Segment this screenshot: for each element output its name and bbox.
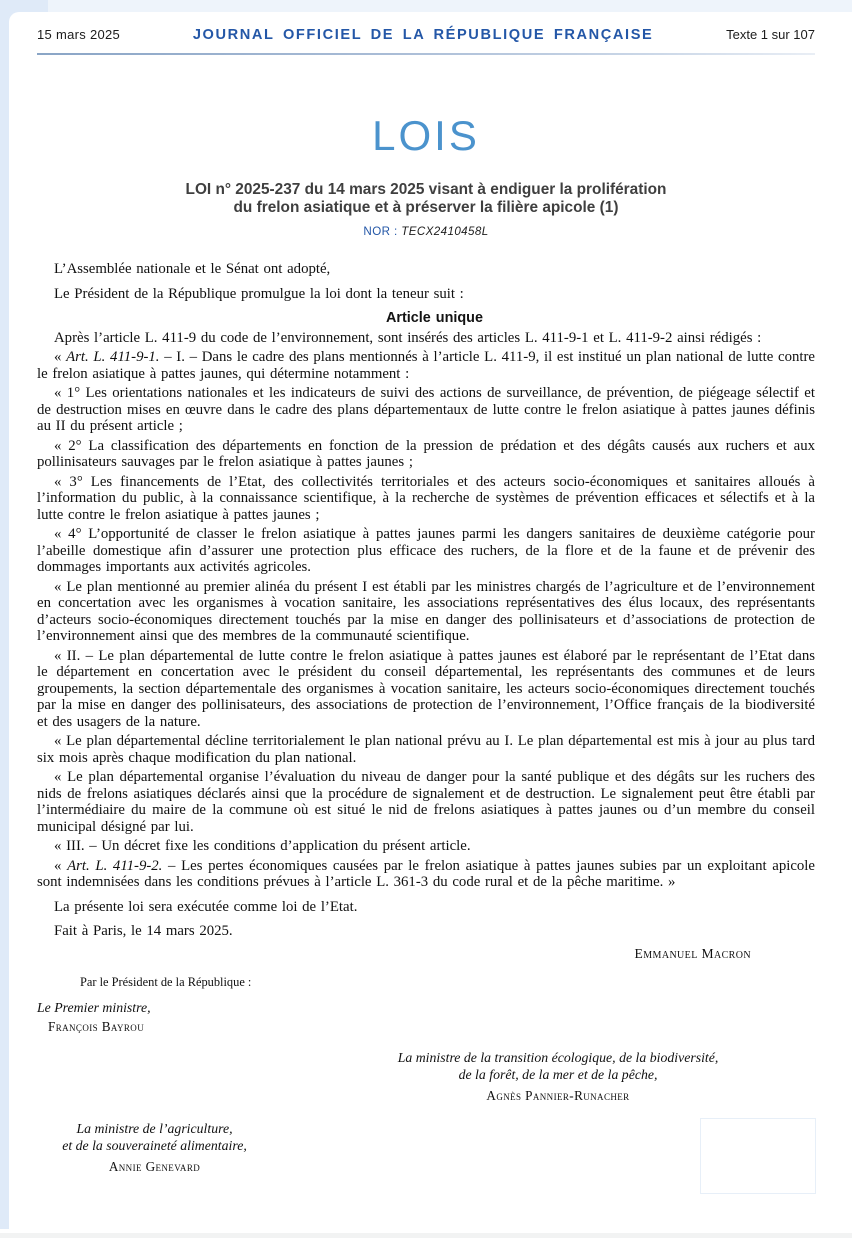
law-body [37,261,815,940]
paragraph: « Art. L. 411-9-2. – Les pertes économiques causées par le frelon asiatique à pattes jaunes subies par un exploitant apicole sont indemnisées dans les conditions prévues à l’article L. 361-3 du code rural et de la pêche maritime. » [37,857,815,890]
law-title [37,181,815,216]
texte-number: Texte 1 sur 107 [726,27,815,42]
agriculture-minister-title-line1: La ministre de l’agriculture, [76,1120,233,1136]
nor-label: NOR : [363,225,398,238]
header-rule [37,53,815,55]
law-title-line1: LOI n° 2025-237 du 14 mars 2025 visant à endiguer la prolifération [185,181,667,198]
paragraph: « III. – Un décret fixe les conditions d’application du présent article. [54,838,471,854]
journal-title: JOURNAL OFFICIEL DE LA RÉPUBLIQUE FRANÇAISE [192,27,654,43]
section-title: LOIS [372,112,480,159]
president-name: Emmanuel Macron [634,945,751,961]
paragraph: « 1° Les orientations nationales et les indicateurs de suivi des actions de surveillance, de prévention, de piégeage sélectif et de destruction mises en œuvre dans le cadre des plans départementaux de lutte contre le frelon asiatique à pattes jaunes définis au II du présent article ; [37,385,815,434]
paragraph: « 3° Les financements de l’Etat, des collectivités territoriales et des acteurs socio-économiques et sanitaires alloués à l’information du public, à la connaissance scientifique, à la recherche de systèmes de prévention efficaces et sélectifs et à la lutte contre le frelon asiatique à pattes jaunes ; [37,473,815,523]
prime-minister-name: François Bayrou [48,1018,145,1034]
paragraph-adopted: L’Assemblée nationale et le Sénat ont adopté, [54,261,331,277]
by-president-line: Par le Président de la République : [80,974,252,989]
paragraph: « II. – Le plan départemental de lutte contre le frelon asiatique à pattes jaunes est élaboré par le représentant de l’Etat dans le département en concertation avec le président du conseil départemental, les représentants des communes et de leurs groupements, la section départementale des organismes à vocation sanitaire, les acteurs socio-économiques directement touchés par la mise en danger des pollinisateurs, des associations de protection de l’environnement, l’Office français de la biodiversité et des usagers de la nature. [37,647,815,730]
agriculture-minister-title-line2: et de la souveraineté alimentaire, [62,1137,247,1153]
article-heading: Article unique [386,310,483,326]
prime-minister-signature [37,1000,815,1035]
ecology-minister-title-line1: La ministre de la transition écologique, de la biodiversité, [397,1049,719,1065]
ecology-minister-signature [333,1049,783,1104]
paragraph-execution: La présente loi sera exécutée comme loi de l’Etat. [54,898,358,915]
ecology-minister-title-line2: de la forêt, de la mer et de la pêche, [458,1066,658,1082]
viewer-left-strip [0,0,9,1229]
agriculture-minister-signature [37,1120,272,1175]
paragraph: « Le plan départemental décline territorialement le plan national prévu au I. Le plan départemental est mis à jour au plus tard six mois après chaque modification du plan national. [37,733,815,766]
president-signature [37,946,815,962]
header-date: 15 mars 2025 [37,27,121,42]
viewer-top-strip [0,0,852,12]
agriculture-minister-name: Annie Genevard [108,1158,201,1174]
paragraph-promulgation: Le Président de la République promulgue la loi dont la teneur suit : [54,285,464,302]
document-page [9,12,852,1229]
ecology-minister-name: Agnès Pannier-Runacher [486,1087,630,1103]
nor-value: TECX2410458L [401,225,489,238]
prime-minister-title: Le Premier ministre, [37,999,151,1015]
paragraph: « Le plan départemental organise l’évaluation du niveau de danger pour la santé publique et des dégâts sur les ruchers des nids de frelons asiatiques déclarés ainsi que la procédure de signalement et de destruction. Le signalement peut être établi par l’intermédiaire du maire de la commune où est situé le nid de frelons asiatiques à pattes jaunes ou d’un membre du conseil municipal désigné par lui. [37,769,815,835]
page-shadow-box [700,1118,816,1194]
viewer-bottom-band [0,1233,852,1238]
law-title-line2: du frelon asiatique et à préserver la filière apicole (1) [233,198,619,216]
paragraph: « 4° L’opportunité de classer le frelon asiatique à pattes jaunes parmi les dangers sanitaires de deuxième catégorie pour l’abeille domestique afin d’assurer une protection plus efficace des ruchers, de la flore et de la faune et de prévenir des dommages importants aux activités agricoles. [37,526,815,575]
paragraph: Après l’article L. 411-9 du code de l’environnement, sont insérés des articles L. 411-9-1 et L. 411-9-2 ainsi rédigés : [54,329,762,346]
paragraph-done-at: Fait à Paris, le 14 mars 2025. [54,923,233,939]
nor-line [37,225,815,238]
paragraph: « Le plan mentionné au premier alinéa du présent I est établi par les ministres chargés de l’agriculture et de l’environnement en concertation avec les organismes à vocation sanitaire, les associations représentatives des élus locaux, des représentants d’acteurs socio-économiques directement touchés par la mise en danger des pollinisateurs et d’associations de protection de l’environnement ainsi que des membres de la communauté scientifique. [37,578,815,644]
journal-header [37,27,815,43]
paragraph: « 2° La classification des départements en fonction de la pression de prédation et des dégâts causés aux ruchers et aux pollinisateurs sauvages par le frelon asiatique à pattes jaunes ; [37,437,815,470]
paragraph: « Art. L. 411-9-1. – I. – Dans le cadre des plans mentionnés à l’article L. 411-9, il est institué un plan national de lutte contre le frelon asiatique à pattes jaunes, qui détermine notamment : [37,349,815,382]
